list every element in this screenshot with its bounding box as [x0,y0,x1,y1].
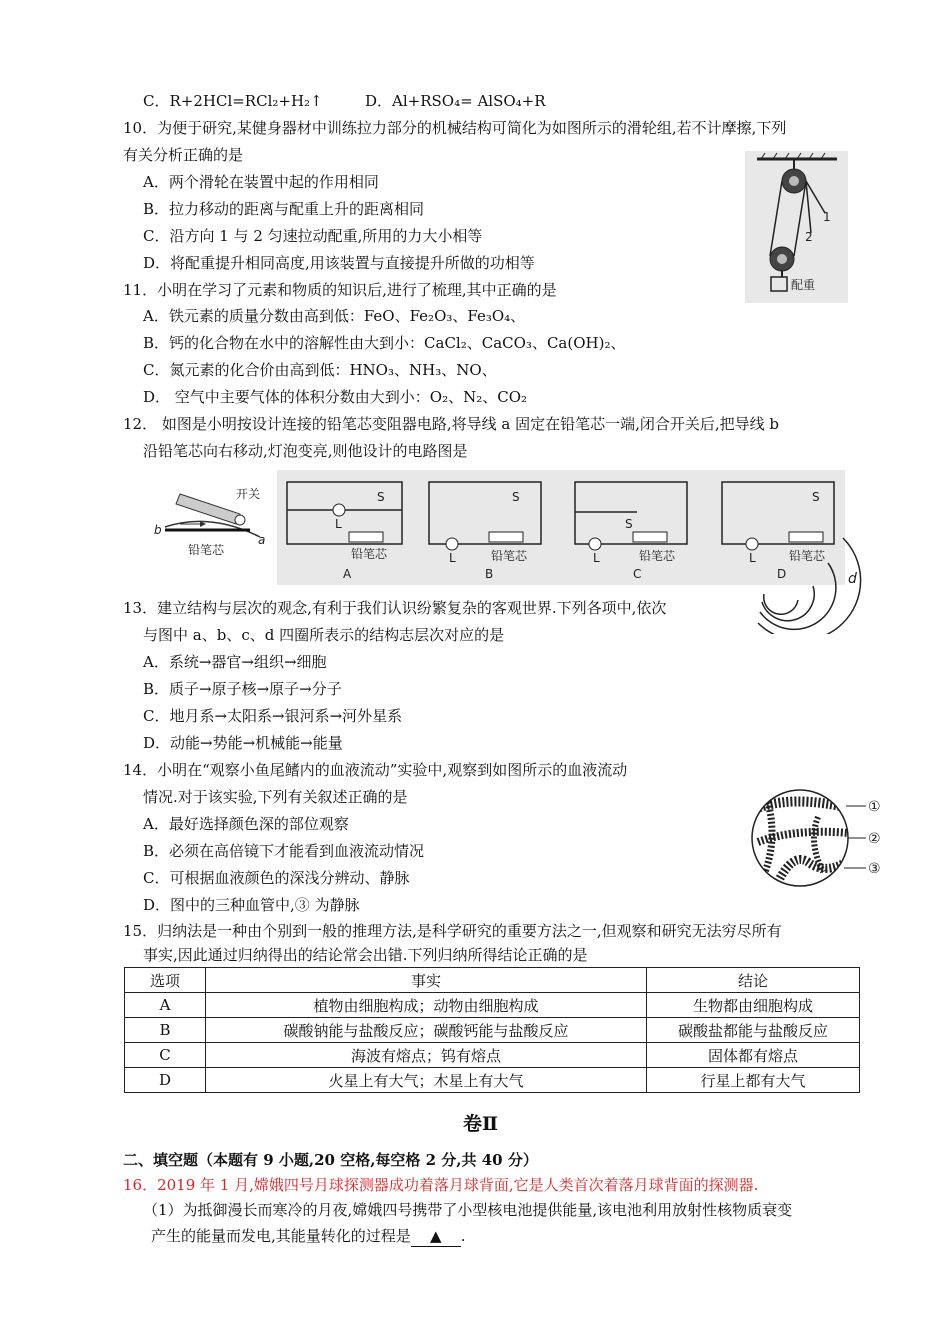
q13-option-d: D．动能→势能→机械能→能量 [143,734,343,752]
q14-option-b: B．必须在高倍镜下才能看到血液流动情况 [143,842,425,860]
circuit-b-switch: S [512,490,520,504]
q10-option-c: C．沿方向 1 与 2 匀速拉动配重,所用的力大小相等 [143,227,483,245]
header-conclusion: 结论 [647,968,860,993]
vessel-label-1: ① [868,799,881,815]
circuit-d-core: 铅笔芯 [789,549,826,563]
row-fact: 火星上有大气；木星上有大气 [206,1068,647,1093]
q11-stem: 11．小明在学习了元素和物质的知识后,进行了梳理,其中正确的是 [123,281,557,299]
q10-option-a: A．两个滑轮在装置中起的作用相同 [143,173,379,191]
q13-option-b: B．质子→原子核→原子→分子 [143,680,342,698]
row-option: A [125,993,206,1018]
section-heading: 二、填空题（本题有 9 小题,20 空格,每空格 2 分,共 40 分） [123,1151,538,1169]
q13-option-c: C．地月系→太阳系→银河系→河外星系 [143,707,403,725]
q11-option-c: C．氮元素的化合价由高到低：HNO₃、NH₃、NO、 [143,361,497,379]
circuit-c-switch: S [625,517,633,531]
nested-circles-figure [748,528,863,634]
pencil-core-figure [150,482,275,562]
q12-stem-cont: 沿铅笔芯向右移动,灯泡变亮,则他设计的电路图是 [143,442,468,460]
circuit-b-lamp: L [449,551,456,565]
circuit-b-core: 铅笔芯 [491,549,528,563]
vessel-label-2: ② [868,831,881,847]
induction-table [124,967,860,1093]
pulley-label-1: 1 [823,210,831,224]
q16-end: . [460,1227,466,1245]
q14-option-a: A．最好选择颜色深的部位观察 [143,815,349,833]
circuit-d-lamp: L [749,551,756,565]
row-fact: 海波有熔点；钨有熔点 [206,1043,647,1068]
q16-sub1-text: 产生的能量而发电,其能量转化的过程是 [151,1227,411,1245]
q14-option-c: C．可根据血液颜色的深浅分辨动、静脉 [143,869,410,887]
row-fact: 碳酸钠能与盐酸反应；碳酸钙能与盐酸反应 [206,1018,647,1043]
row-conclusion: 碳酸盐都能与盐酸反应 [647,1018,860,1043]
q14-stem: 14．小明在“观察小鱼尾鳍内的血液流动”实验中,观察到如图所示的血液流动 [123,761,628,779]
q14-option-d: D．图中的三种血管中,③ 为静脉 [143,896,360,914]
q10-option-b: B．拉力移动的距离与配重上升的距离相同 [143,200,425,218]
table-header-row [125,968,860,993]
circuit-a-lamp: L [335,517,342,531]
table-row [125,993,860,1018]
header-fact: 事实 [206,968,647,993]
header-option: 选项 [125,968,206,993]
vessel-label-3: ③ [868,861,881,877]
q13-option-a: A．系统→器官→组织→细胞 [143,653,327,671]
circuit-d-switch: S [812,490,820,504]
counterweight-label: 配重 [791,278,816,292]
table-row [125,1068,860,1093]
q9-option-c: C．R+2HCl=RCl₂+H₂↑ [143,92,323,110]
q11-option-b: B．钙的化合物在水中的溶解性由大到小：CaCl₂、CaCO₃、Ca(OH)₂、 [143,334,626,352]
row-conclusion: 行星上都有大气 [647,1068,860,1093]
table-row [125,1043,860,1068]
circuit-a-core: 铅笔芯 [351,547,388,561]
pencil-core-label: 铅笔芯 [188,543,225,557]
row-option: C [125,1043,206,1068]
q12-stem: 12． 如图是小明按设计连接的铅笔芯变阻器电路,将导线 a 固定在铅笔芯一端,闭合开关后,把导线 b [123,415,780,433]
row-fact: 植物由细胞构成；动物由细胞构成 [206,993,647,1018]
q15-stem: 15．归纳法是一种由个别到一般的推理方法,是科学研究的重要方法之一,但观察和研究无法穷尽所有 [123,922,782,940]
table-row [125,1018,860,1043]
q13-stem-cont: 与图中 a、b、c、d 四圈所表示的结构志层次对应的是 [143,626,505,644]
switch-label: 开关 [236,487,261,501]
circuit-d-label: D [777,567,787,581]
q10-stem-cont: 有关分析正确的是 [123,146,244,164]
circuit-a-label: A [343,567,352,581]
q14-stem-cont: 情况.对于该实验,下列有关叙述正确的是 [143,788,408,806]
q9-option-d: D．Al+RSO₄= AlSO₄+R [365,92,546,110]
q15-stem-cont: 事实,因此通过归纳得出的结论常会出错.下列归纳所得结论正确的是 [143,946,588,964]
q11-option-a: A．铁元素的质量分数由高到低：FeO、Fe₂O₃、Fe₃O₄、 [143,307,526,325]
q11-option-d: D． 空气中主要气体的体积分数由大到小：O₂、N₂、CO₂ [143,388,528,406]
row-option: D [125,1068,206,1093]
circuit-c-lamp: L [593,551,600,565]
circuit-b-label: B [485,567,494,581]
row-conclusion: 固体都有熔点 [647,1043,860,1068]
circuit-a-switch: S [377,490,385,504]
circuit-c-core: 铅笔芯 [639,549,676,563]
section-title: 卷Ⅱ [463,1113,499,1135]
wire-b-label: b [154,523,162,537]
row-conclusion: 生物都由细胞构成 [647,993,860,1018]
q10-stem: 10．为便于研究,某健身器材中训练拉力部分的机械结构可简化为如图所示的滑轮组,若不计摩擦,下列 [123,119,787,137]
q16-sub1: （1）为抵御漫长而寒冷的月夜,嫦娥四号携带了小型核电池提供能量,该电池利用放射性核物质衰变 [143,1201,793,1219]
blood-vessel-figure [748,782,888,894]
pulley-figure [745,151,848,303]
q10-option-d: D．将配重提升相同高度,用该装置与直接提升所做的功相等 [143,254,535,272]
q13-stem: 13．建立结构与层次的观念,有利于我们认识纷繁复杂的客观世界.下列各项中,依次 [123,599,667,617]
circle-d-label: d [848,571,857,587]
q16-stem: 16．2019 年 1 月,嫦娥四号月球探测器成功着落月球背面,它是人类首次着落月球背面的探测器. [123,1176,759,1194]
row-option: B [125,1018,206,1043]
circuit-c-label: C [633,567,642,581]
pulley-label-2: 2 [805,230,813,244]
answer-blank[interactable]: ▲ [411,1226,461,1247]
wire-a-label: a [258,533,266,547]
q16-sub1-cont [151,1226,466,1247]
